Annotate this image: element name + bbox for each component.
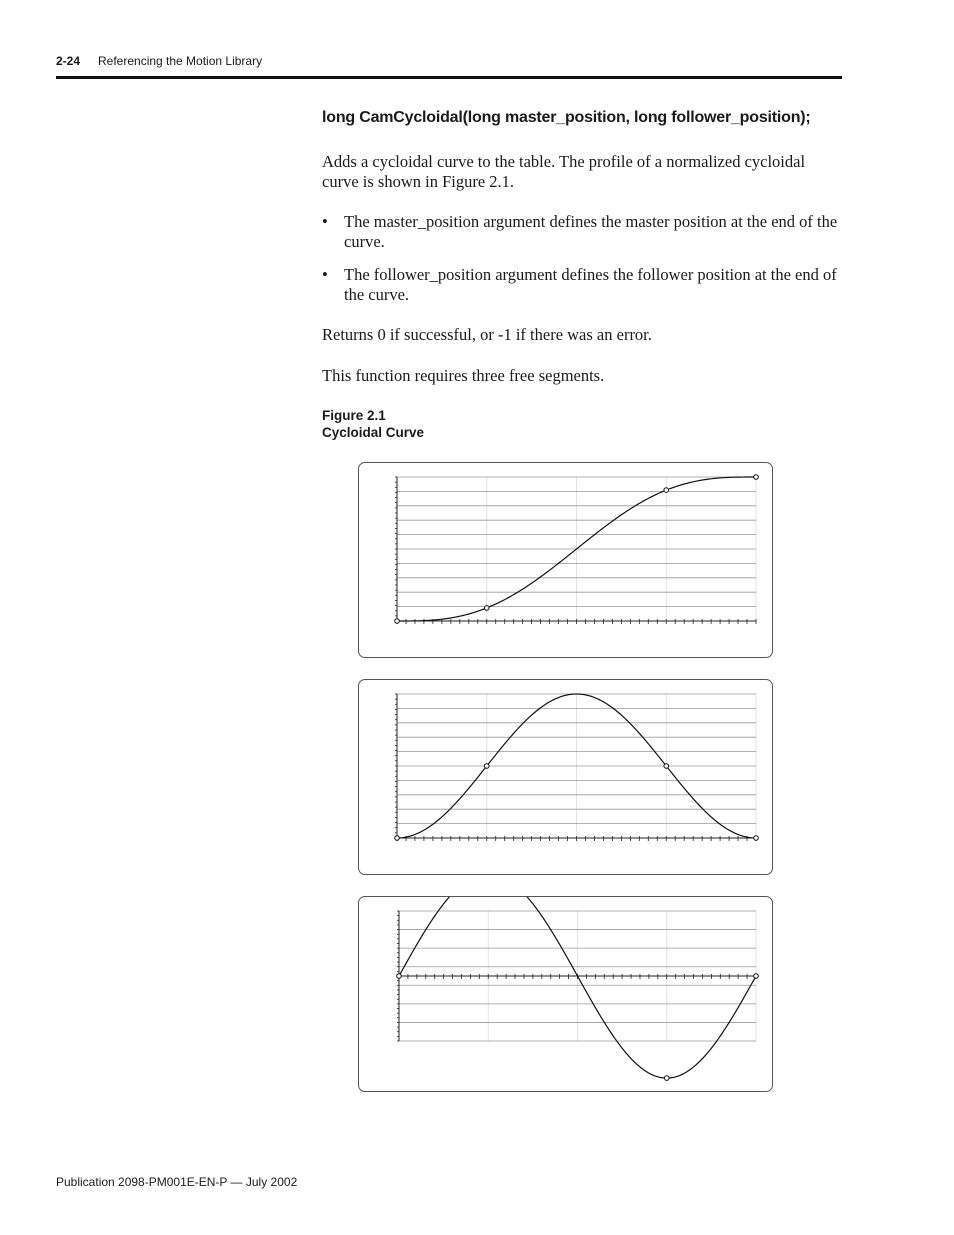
bullet-glyph: •: [322, 265, 328, 284]
acceleration-chart-svg: [359, 897, 774, 1093]
data-point: [664, 764, 669, 769]
list-item: [322, 212, 842, 252]
returns-paragraph: Returns 0 if successful, or -1 if there was an error.: [322, 325, 652, 344]
figure-title: Cycloidal Curve: [322, 425, 425, 440]
figure-caption: [322, 407, 842, 441]
data-point: [664, 488, 669, 493]
section-title: Referencing the Motion Library: [98, 54, 263, 68]
list-item-text: The master_position argument defines the master position at the end of the curve.: [344, 212, 838, 251]
acceleration-chart: [358, 896, 773, 1092]
data-point: [664, 1076, 669, 1081]
velocity-chart-svg: [359, 680, 774, 876]
list-item: [322, 265, 842, 305]
data-point: [395, 619, 400, 624]
data-point: [754, 475, 759, 480]
position-chart: [358, 462, 773, 658]
page-header: [56, 52, 842, 79]
page-number: 2-24: [56, 54, 81, 68]
main-content: [322, 108, 842, 441]
figure-number: Figure 2.1: [322, 408, 386, 423]
data-point: [484, 764, 489, 769]
grid: [397, 694, 756, 838]
data-point: [754, 836, 759, 841]
velocity-chart: [358, 679, 773, 875]
data-point: [397, 974, 402, 979]
function-signature: long CamCycloidal(long master_position, long follower_position);: [322, 109, 811, 126]
requirement-paragraph: This function requires three free segments.: [322, 366, 605, 385]
data-point: [754, 974, 759, 979]
page-footer: Publication 2098-PM001E-EN-P — July 2002: [56, 1175, 298, 1189]
intro-paragraph: Adds a cycloidal curve to the table. The profile of a normalized cycloidal curve is shown in Figure 2.1.: [322, 152, 806, 191]
list-item-text: The follower_position argument defines the follower position at the end of the curve.: [344, 265, 837, 304]
data-point: [484, 606, 489, 611]
bullet-glyph: •: [322, 212, 328, 231]
position-chart-svg: [359, 463, 774, 659]
data-point: [395, 836, 400, 841]
argument-list: [322, 212, 842, 305]
